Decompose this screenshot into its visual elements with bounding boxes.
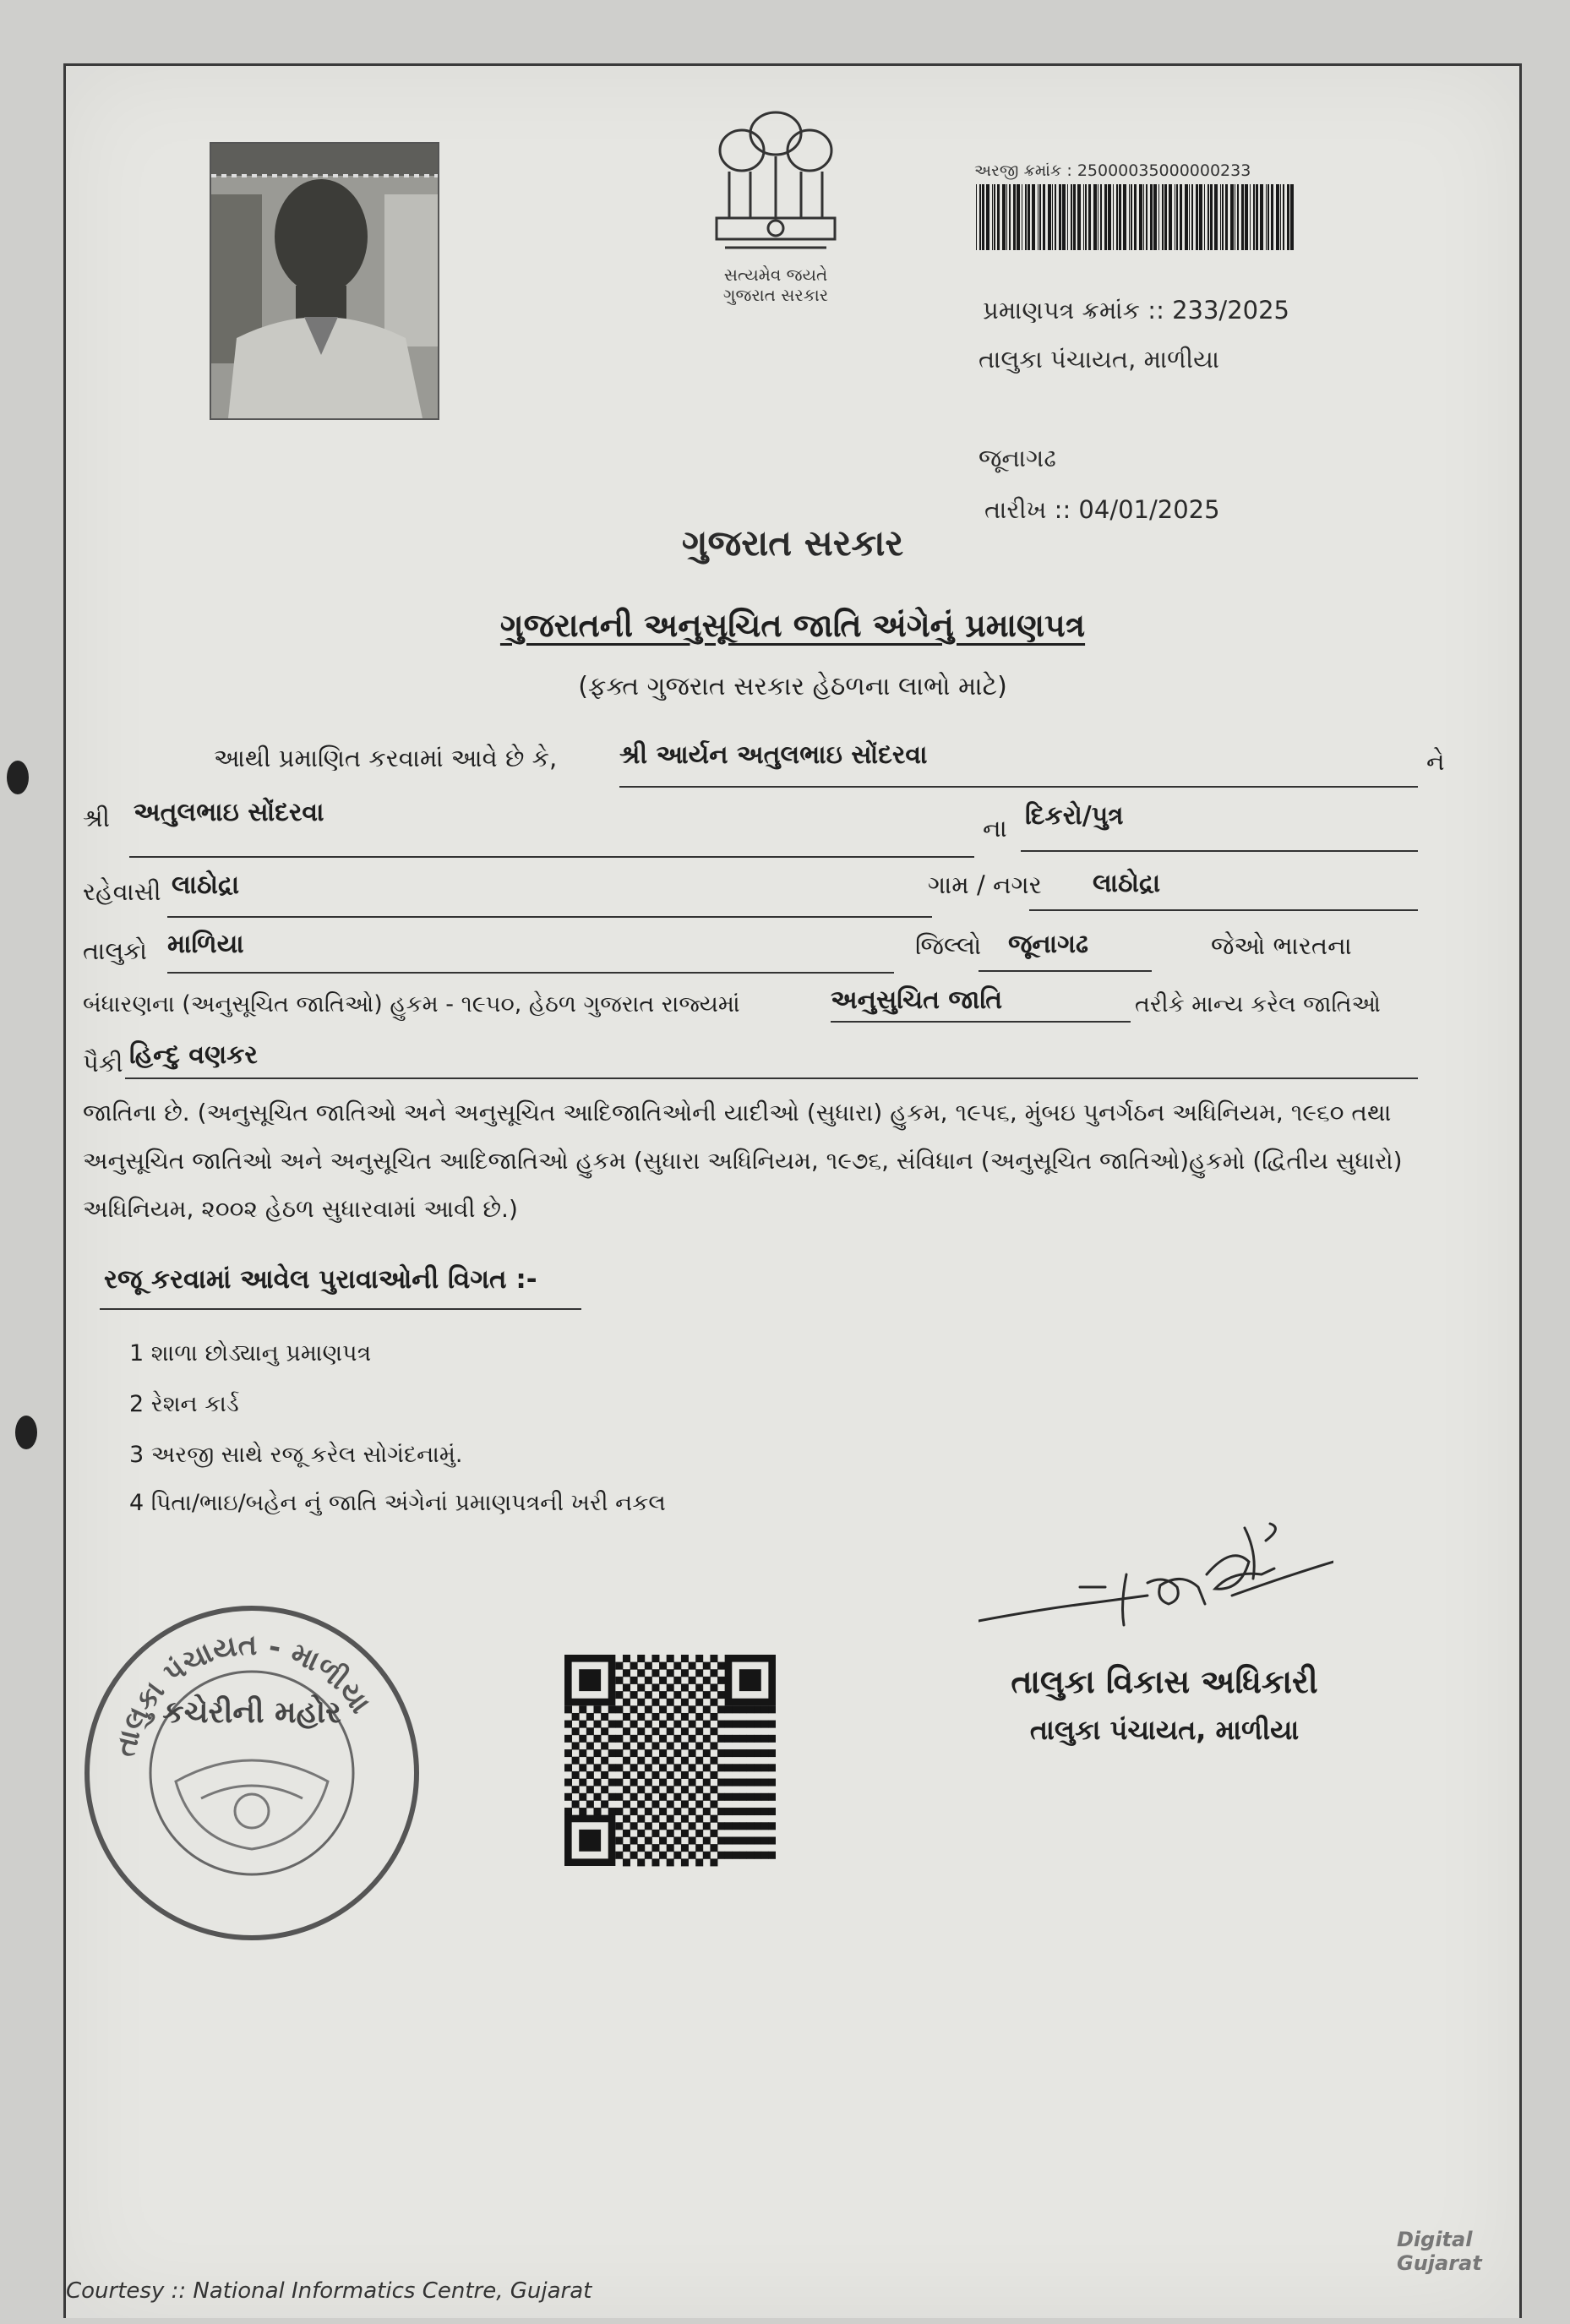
signatory-office: તાલુકા પંચાયત, માળીયા <box>1029 1714 1300 1746</box>
application-number: અરજી ક્રમાંક : 25000035000000233 <box>974 161 1251 180</box>
certificate-title: ગુજરાતની અનુસૂચિત જાતિ અંગેનું પ્રમાણપત્ર <box>499 607 1086 644</box>
footer-brand: Digital Gujarat <box>1397 2228 1482 2275</box>
emblem-caption: સત્યમેવ જયતે ગુજરાત સરકાર <box>722 265 829 305</box>
rule <box>129 856 974 858</box>
among-label: પૈકી <box>83 1049 123 1077</box>
rule <box>979 970 1152 972</box>
evidence-item: 3 અરજી સાથે રજૂ કરેલ સોગંદનામું. <box>129 1442 463 1468</box>
rule <box>831 1021 1131 1023</box>
issue-date: તારીખ :: 04/01/2025 <box>984 495 1220 524</box>
recognised-text: તરીકે માન્ય કરેલ જાતિઓ <box>1135 991 1381 1017</box>
rule <box>100 1308 581 1310</box>
header-office: તાલુકા પંચાયત, માળીયા <box>979 345 1219 374</box>
certificate-number: પ્રમાણપત્ર ક્રમાંક :: 233/2025 <box>983 296 1289 325</box>
order-text: બંધારણના (અનુસૂચિત જાતિઓ) હુકમ - ૧૯૫૦, હેઠળ ગુજરાત રાજ્યમાં <box>83 991 740 1017</box>
rule <box>125 1077 1418 1079</box>
evidence-item: 2 રેશન કાર્ડ <box>129 1391 239 1417</box>
relation: દિકરો/પુત્ર <box>1025 801 1124 831</box>
certificate-note: (ફક્ત ગુજરાત સરકાર હેઠળના લાભો માટે) <box>578 672 1007 701</box>
rule <box>1029 909 1418 911</box>
binder-hole <box>7 761 29 794</box>
father-name: અતુલભાઇ સોંદરવા <box>134 798 324 827</box>
header-district: જૂનાગઢ <box>979 444 1056 472</box>
footer-courtesy: Courtesy :: National Informatics Centre, Gujarat <box>66 2278 592 2304</box>
resident-value: લાઠોદ્રા <box>172 870 240 900</box>
na-label: ના <box>983 814 1007 843</box>
village-value: લાઠોદ્રા <box>1093 869 1161 898</box>
legal-paragraph: જાતિના છે. (અનુસૂચિત જાતિઓ અને અનુસૂચિત આદિજાતિઓની યાદીઓ (સુધારા) હુકમ, ૧૯૫૬, મુંબઇ પુનર્ગઠન અધિનિયમ, ૧૯૬૦ તથા અનુસૂચિત જાતિઓ અને અનુસૂચિત આદિજાતિઓ હુકમ (સુધારા અધિનિયમ, ૧૯૭૬, સંવિધાન (અનુસૂચિત જાતિઓ)હુકમો (દ્વિતીય સુધારો) અધિનિયમ, ૨૦૦૨ હેઠળ સુધારવામાં આવી છે.) <box>83 1099 1403 1223</box>
applicant-photo <box>210 142 439 420</box>
village-label: ગામ / નગર <box>928 870 1042 899</box>
rule <box>167 972 894 974</box>
national-emblem <box>691 104 860 265</box>
shri-label: શ્રી <box>83 804 110 832</box>
seal-inner-text: કચેરીની મહોર <box>162 1695 341 1730</box>
seal-outer-text: તાલુકા પંચાયત - માળીયા <box>108 1628 378 1760</box>
evidence-item: 4 પિતા/ભાઇ/બહેન નું જાતિ અંગેનાં પ્રમાણપત્રની ખરી નકલ <box>129 1490 666 1516</box>
certificate-page <box>63 63 1522 2318</box>
qr-code <box>564 1655 776 1870</box>
citizen-text: જેઓ ભારતના <box>1211 931 1352 960</box>
caste-name: હિન્દુ વણકર <box>129 1040 258 1070</box>
resident-label: રહેવાસી <box>83 877 161 906</box>
district-label: જિલ્લો <box>915 931 982 960</box>
suffix-ne: ને <box>1426 747 1445 776</box>
certify-prefix: આથી પ્રમાણિત કરવામાં આવે છે કે, <box>214 744 558 772</box>
taluka-value: માળિયા <box>167 930 244 959</box>
office-seal <box>66 1587 438 1959</box>
rule <box>167 916 932 918</box>
binder-hole <box>15 1416 37 1449</box>
caste-category: અનુસુચિત જાતિ <box>831 985 1003 1015</box>
evidence-title: રજૂ કરવામાં આવેલ પુરાવાઓની વિગત :- <box>104 1264 537 1295</box>
taluka-label: તાલુકો <box>83 936 147 965</box>
applicant-name: શ્રી આર્યન અતુલભાઇ સોંદરવા <box>619 740 928 770</box>
district-value: જૂનાગઢ <box>1008 930 1088 959</box>
barcode <box>974 184 1295 250</box>
government-title: ગુજરાત સરકાર <box>681 522 904 564</box>
svg-text:તાલુકા પંચાયત - માળીયા <box>108 1628 377 1760</box>
rule <box>619 786 1418 788</box>
evidence-item: 1 શાળા છોડ્યાનુ પ્રમાણપત્ર <box>129 1340 372 1367</box>
signature <box>979 1494 1333 1680</box>
rule <box>1021 850 1418 852</box>
signatory-designation: તાલુકા વિકાસ અધિકારી <box>1011 1663 1318 1700</box>
